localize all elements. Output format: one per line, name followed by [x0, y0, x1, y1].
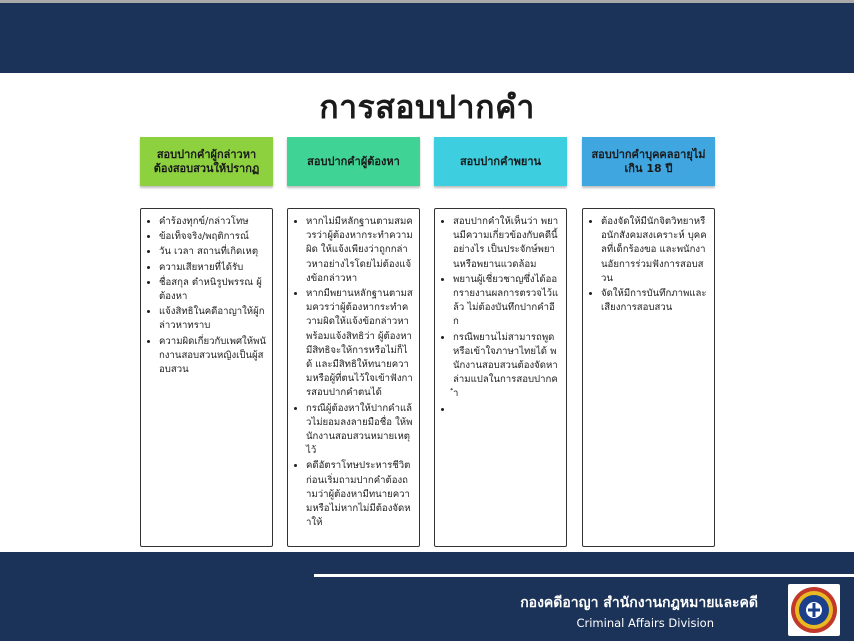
list-item: • กรณีผู้ต้องหาให้ปากคำแล้วไม่ยอมลงลายมือชื่อ ให้พนักงานสอบสวนหมายเหตุไว้: [306, 402, 413, 459]
list-item: • แจ้งสิทธิในคดีอาญาให้ผู้กล่าวหาทราบ: [159, 305, 266, 333]
footer-divider: [314, 574, 854, 577]
column-box-accused: [287, 208, 420, 547]
list-item: • ต้องจัดให้มีนักจิตวิทยาหรือนักสังคมสงเคราะห์ บุคคลที่เด็กร้องขอ และพนักงานอัยการร่วมฟังการสอบสวน: [601, 215, 708, 286]
list-item: • หากไม่มีหลักฐานตามสมควรว่าผู้ต้องหากระทำความผิด ให้แจ้งเพียงว่าถูกกล่าวหาอย่างไรโดยไม่ต้องแจ้งข้อกล่าวหา: [306, 215, 413, 286]
list-item: • สอบปากคำให้เห็นว่า พยานมีความเกี่ยวข้องกับคดีนี้อย่างไร เป็นประจักษ์พยานหรือพยานแวดล้อม: [453, 215, 560, 272]
bullet-list: [145, 215, 266, 377]
bullet-list: [439, 215, 560, 417]
column-header-minor: สอบปากคำบุคคลอายุไม่เกิน 18 ปี: [582, 137, 715, 186]
organization-name-english: Criminal Affairs Division: [576, 616, 714, 630]
police-emblem-icon: [788, 584, 840, 636]
list-item: • วัน เวลา สถานที่เกิดเหตุ: [159, 245, 266, 259]
list-item: • ความผิดเกี่ยวกับเพศให้พนักงานสอบสวนหญิงเป็นผู้สอบสวน: [159, 335, 266, 378]
column-header-complainant: สอบปากคำผู้กล่าวหา ต้องสอบสวนให้ปรากฏ: [140, 137, 273, 186]
column-header-accused: สอบปากคำผู้ต้องหา: [287, 137, 420, 186]
top-banner: [0, 3, 854, 73]
slide-title: การสอบปากคำ: [319, 88, 535, 126]
column-header-witness: สอบปากคำพยาน: [434, 137, 567, 186]
column-box-witness: [434, 208, 567, 547]
list-item: • ชื่อสกุล ตำหนิรูปพรรณ ผู้ต้องหา: [159, 276, 266, 304]
list-item: • กรณีพยานไม่สามารถพูดหรือเข้าใจภาษาไทยได้ พนักงานสอบสวนต้องจัดหาล่ามแปลในการสอบปากคำ: [453, 331, 560, 402]
list-item: • ความเสียหายที่ได้รับ: [159, 261, 266, 275]
list-item: • พยานผู้เชี่ยวชาญซึ่งได้ออกรายงานผลการตรวจไว้แล้ว ไม่ต้องบันทึกปากคำอีก: [453, 273, 560, 330]
organization-name-thai: กองคดีอาญา สำนักงานกฎหมายและคดี: [520, 595, 758, 611]
list-item: • คำร้องทุกข์/กล่าวโทษ: [159, 215, 266, 229]
bullet-list: [587, 215, 708, 315]
list-item: • คดีอัตราโทษประหารชีวิต ก่อนเริ่มถามปากคำต้องถามว่าผู้ต้องหามีทนายความหรือไม่หากไม่มีต้องจัดหาให้: [306, 459, 413, 530]
list-item: • หากมีพยานหลักฐานตามสมควรว่าผู้ต้องหากระทำความผิดให้แจ้งข้อกล่าวหา พร้อมแจ้งสิทธิว่า ผู้ต้องหามีสิทธิจะให้การหรือไม่ก็ได้ และมีสิทธิให้ทนายความหรือผู้ที่ตนไว้ใจเข้าฟังการสอบปากคำตนได้: [306, 287, 413, 401]
column-box-complainant: [140, 208, 273, 547]
bullet-list: [292, 215, 413, 530]
column-box-minor: [582, 208, 715, 547]
list-item: • ข้อเท็จจริง/พฤติการณ์: [159, 230, 266, 244]
list-item: [453, 403, 560, 417]
list-item: • จัดให้มีการบันทึกภาพและเสียงการสอบสวน: [601, 287, 708, 315]
